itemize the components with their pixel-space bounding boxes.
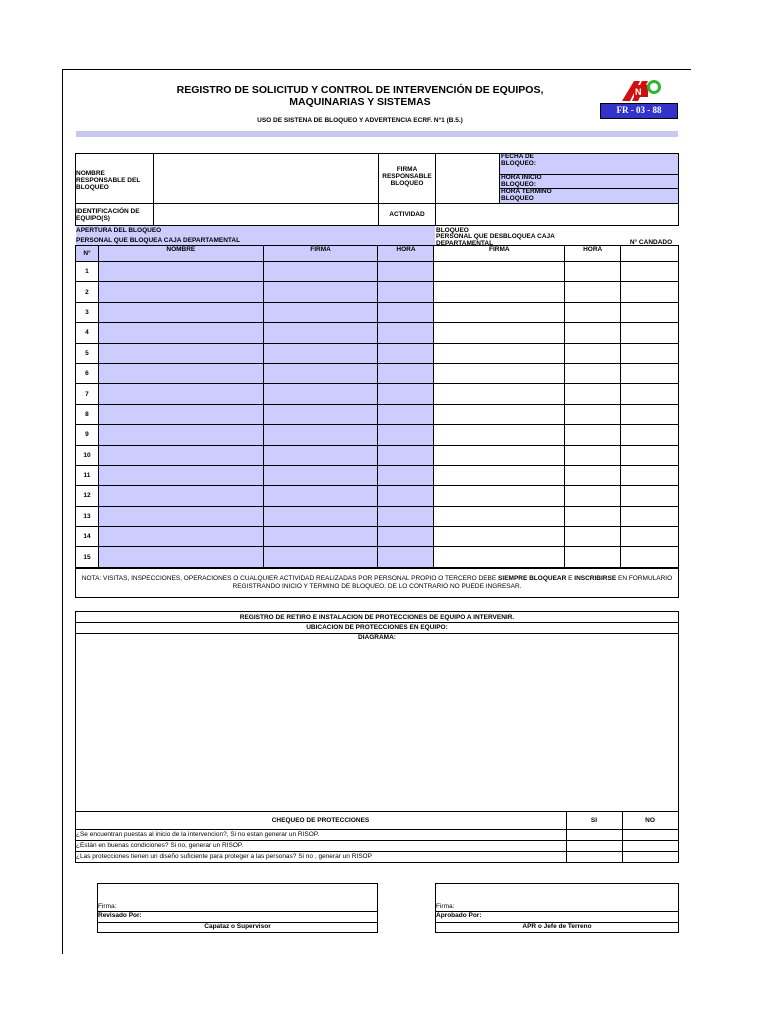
row-candado-cell[interactable] bbox=[621, 527, 679, 547]
header-firma-2: FIRMA bbox=[434, 246, 565, 262]
row-firma-cell[interactable] bbox=[263, 282, 378, 302]
row-hora-cell[interactable] bbox=[378, 486, 434, 506]
chequeo-no-cell-1[interactable] bbox=[623, 830, 678, 840]
row-candado-cell[interactable] bbox=[621, 404, 679, 424]
hora-termino-label: HORA TERMINO BLOQUEO bbox=[501, 188, 552, 202]
row-hora2-cell[interactable] bbox=[565, 404, 621, 424]
chequeo-no-header: NO bbox=[645, 817, 655, 824]
chequeo-si-cell-3[interactable] bbox=[567, 852, 622, 862]
row-candado-cell[interactable] bbox=[621, 465, 679, 485]
row-firma2-cell[interactable] bbox=[434, 343, 565, 363]
row-nombre-cell[interactable] bbox=[98, 302, 263, 322]
row-number: 5 bbox=[76, 343, 99, 363]
row-firma-cell[interactable] bbox=[263, 445, 378, 465]
chequeo-no-cell-3[interactable] bbox=[623, 852, 678, 862]
row-hora-cell[interactable] bbox=[378, 547, 434, 567]
row-nombre-cell[interactable] bbox=[98, 465, 263, 485]
row-number: 13 bbox=[76, 506, 99, 526]
row-firma2-cell[interactable] bbox=[434, 465, 565, 485]
row-number: 15 bbox=[76, 547, 99, 567]
row-number: 3 bbox=[76, 302, 99, 322]
header-n: N° bbox=[76, 246, 99, 262]
row-hora2-cell[interactable] bbox=[565, 262, 621, 282]
row-firma-cell[interactable] bbox=[263, 404, 378, 424]
frame-left-border bbox=[62, 69, 63, 954]
row-nombre-cell[interactable] bbox=[98, 547, 263, 567]
signature-left-firma: Firma: bbox=[98, 903, 117, 910]
row-hora2-cell[interactable] bbox=[565, 343, 621, 363]
signature-right-role-label: Aprobado Por: bbox=[436, 912, 482, 919]
firma-responsable-label: FIRMA RESPONSABLE BLOQUEO bbox=[382, 166, 432, 187]
nombre-responsable-label: NOMBRE RESPONSABLE DEL BLOQUEO bbox=[76, 170, 141, 191]
table-row bbox=[76, 486, 679, 506]
table-row bbox=[76, 262, 679, 282]
company-logo-icon bbox=[620, 77, 664, 103]
row-hora2-cell[interactable] bbox=[565, 486, 621, 506]
header-firma: FIRMA bbox=[263, 246, 378, 262]
row-candado-cell[interactable] bbox=[621, 384, 679, 404]
row-firma2-cell[interactable] bbox=[434, 282, 565, 302]
chequeo-si-cell-2[interactable] bbox=[567, 841, 622, 851]
row-firma-cell[interactable] bbox=[263, 506, 378, 526]
table-row bbox=[76, 343, 679, 363]
chequeo-no-cell-2[interactable] bbox=[623, 841, 678, 851]
row-firma2-cell[interactable] bbox=[434, 486, 565, 506]
table-row bbox=[76, 527, 679, 547]
row-nombre-cell[interactable] bbox=[98, 506, 263, 526]
row-hora-cell[interactable] bbox=[378, 527, 434, 547]
row-firma-cell[interactable] bbox=[263, 363, 378, 383]
signature-right-role: APR o Jefe de Terreno bbox=[522, 923, 592, 930]
table-row bbox=[76, 445, 679, 465]
row-firma2-cell[interactable] bbox=[434, 323, 565, 343]
row-hora2-cell[interactable] bbox=[565, 425, 621, 445]
signature-left-role-label: Revisado Por: bbox=[98, 912, 142, 919]
row-firma-cell[interactable] bbox=[263, 323, 378, 343]
row-hora-cell[interactable] bbox=[378, 262, 434, 282]
table-row bbox=[76, 404, 679, 424]
row-hora-cell[interactable] bbox=[378, 323, 434, 343]
diagrama-label: DIAGRAMA: bbox=[358, 634, 396, 641]
document-subtitle: USO DE SISTENA DE BLOQUEO Y ADVERTENCIA ECRF. N°1 (B.5.) bbox=[257, 117, 463, 124]
row-nombre-cell[interactable] bbox=[98, 262, 263, 282]
row-hora-cell[interactable] bbox=[378, 282, 434, 302]
table-row bbox=[76, 506, 679, 526]
row-candado-cell[interactable] bbox=[621, 445, 679, 465]
chequeo-si-header: SI bbox=[590, 817, 598, 824]
chequeo-question-2: ¿Están en buenas condiciones? Si no, generar un RISOP. bbox=[76, 842, 244, 849]
row-firma2-cell[interactable] bbox=[434, 302, 565, 322]
row-hora-cell[interactable] bbox=[378, 363, 434, 383]
registro-title: REGISTRO DE RETIRO E INSTALACION DE PROTECCIONES DE EQUIPO A INTERVENIR. bbox=[239, 614, 515, 621]
actividad-label: ACTIVIDAD bbox=[389, 211, 425, 218]
row-firma-cell[interactable] bbox=[263, 486, 378, 506]
ubicacion-label: UBICACION DE PROTECCIONES EN EQUIPO: bbox=[306, 624, 448, 631]
row-number: 14 bbox=[76, 527, 99, 547]
personnel-table bbox=[75, 245, 679, 568]
row-firma-cell[interactable] bbox=[263, 465, 378, 485]
row-candado-cell[interactable] bbox=[621, 302, 679, 322]
row-hora-cell[interactable] bbox=[378, 445, 434, 465]
row-hora2-cell[interactable] bbox=[565, 363, 621, 383]
row-nombre-cell[interactable] bbox=[98, 425, 263, 445]
apertura-label: APERTURA DEL BLOQUEO bbox=[76, 227, 162, 234]
row-candado-cell[interactable] bbox=[621, 262, 679, 282]
hora-inicio-label: HORA INICIO BLOQUEO: bbox=[501, 174, 542, 188]
row-hora-cell[interactable] bbox=[378, 425, 434, 445]
row-firma2-cell[interactable] bbox=[434, 404, 565, 424]
row-firma-cell[interactable] bbox=[263, 343, 378, 363]
nota-text: NOTA: VISITAS, INSPECCIONES, OPERACIONES O CUALQUIER ACTIVIDAD REALIZADAS POR PERSONAL PROPIO O TERCERO DEBE SIEMPRE BLOQUEAR E INSCRIBIRSE EN FORMULARIO REGISTRANDO INICIO Y TERMINO DE BLOQUEO. DE LO CONTRARIO NO PUEDE INGRESAR. bbox=[81, 575, 673, 590]
table-row bbox=[76, 323, 679, 343]
row-candado-cell[interactable] bbox=[621, 425, 679, 445]
row-number: 10 bbox=[76, 445, 99, 465]
document-title: REGISTRO DE SOLICITUD Y CONTROL DE INTERVENCIÓN DE EQUIPOS, MAQUINARIAS Y SISTEMAS bbox=[176, 84, 544, 108]
table-row bbox=[76, 363, 679, 383]
row-firma-cell[interactable] bbox=[263, 547, 378, 567]
row-number: 9 bbox=[76, 425, 99, 445]
chequeo-question-3: ¿Las protecciones tienen un diseño suficiente para proteger a las personas? Si no , generar un RISOP bbox=[76, 853, 372, 860]
row-hora2-cell[interactable] bbox=[565, 547, 621, 567]
row-nombre-cell[interactable] bbox=[98, 486, 263, 506]
row-candado-cell[interactable] bbox=[621, 282, 679, 302]
row-number: 6 bbox=[76, 363, 99, 383]
bloqueo-right-label: BLOQUEO bbox=[436, 227, 469, 234]
row-firma-cell[interactable] bbox=[263, 527, 378, 547]
row-number: 11 bbox=[76, 465, 99, 485]
row-hora-cell[interactable] bbox=[378, 404, 434, 424]
svg-text:N: N bbox=[635, 87, 642, 97]
row-firma2-cell[interactable] bbox=[434, 425, 565, 445]
row-hora2-cell[interactable] bbox=[565, 506, 621, 526]
row-hora-cell[interactable] bbox=[378, 302, 434, 322]
fecha-bloqueo-label: FECHA DE BLOQUEO: bbox=[501, 153, 537, 167]
row-firma-cell[interactable] bbox=[263, 425, 378, 445]
frame-top-border bbox=[62, 69, 691, 70]
row-hora2-cell[interactable] bbox=[565, 384, 621, 404]
signature-right-firma: Firma: bbox=[436, 903, 455, 910]
chequeo-question-1: ¿Se encuentran puestas al inicio de la intervencion?, Si no estan generar un RISOP. bbox=[76, 831, 320, 838]
row-nombre-cell[interactable] bbox=[98, 404, 263, 424]
row-nombre-cell[interactable] bbox=[98, 445, 263, 465]
row-number: 12 bbox=[76, 486, 99, 506]
row-number: 4 bbox=[76, 323, 99, 343]
header-candado-cell bbox=[621, 246, 679, 262]
row-firma2-cell[interactable] bbox=[434, 384, 565, 404]
row-hora2-cell[interactable] bbox=[565, 323, 621, 343]
header-divider-bar bbox=[76, 131, 678, 137]
candado-label: N° CANDADO bbox=[629, 239, 673, 246]
row-candado-cell[interactable] bbox=[621, 506, 679, 526]
row-hora2-cell[interactable] bbox=[565, 282, 621, 302]
row-hora2-cell[interactable] bbox=[565, 527, 621, 547]
row-nombre-cell[interactable] bbox=[98, 384, 263, 404]
table-row bbox=[76, 302, 679, 322]
row-hora-cell[interactable] bbox=[378, 465, 434, 485]
personal-label: PERSONAL QUE BLOQUEA CAJA DEPARTAMENTAL bbox=[76, 237, 241, 244]
table-row bbox=[76, 465, 679, 485]
row-candado-cell[interactable] bbox=[621, 323, 679, 343]
form-code-badge: FR - 03 - 88 bbox=[600, 103, 678, 119]
row-number: 8 bbox=[76, 404, 99, 424]
row-nombre-cell[interactable] bbox=[98, 343, 263, 363]
row-number: 7 bbox=[76, 384, 99, 404]
row-firma2-cell[interactable] bbox=[434, 527, 565, 547]
signature-left-role: Capataz o Supervisor bbox=[204, 923, 271, 930]
row-hora-cell[interactable] bbox=[378, 384, 434, 404]
row-candado-cell[interactable] bbox=[621, 363, 679, 383]
row-candado-cell[interactable] bbox=[621, 547, 679, 567]
header-nombre: NOMBRE bbox=[98, 246, 263, 262]
row-firma2-cell[interactable] bbox=[434, 547, 565, 567]
diagram-area[interactable] bbox=[76, 642, 678, 810]
row-firma-cell[interactable] bbox=[263, 384, 378, 404]
row-firma2-cell[interactable] bbox=[434, 445, 565, 465]
row-hora2-cell[interactable] bbox=[565, 465, 621, 485]
table-row bbox=[76, 282, 679, 302]
table-row bbox=[76, 425, 679, 445]
identificacion-label: IDENTIFICACIÓN DE EQUIPO(S) bbox=[76, 208, 140, 222]
row-hora2-cell[interactable] bbox=[565, 445, 621, 465]
row-hora-cell[interactable] bbox=[378, 506, 434, 526]
row-firma2-cell[interactable] bbox=[434, 506, 565, 526]
row-nombre-cell[interactable] bbox=[98, 527, 263, 547]
row-firma-cell[interactable] bbox=[263, 302, 378, 322]
table-row bbox=[76, 384, 679, 404]
chequeo-title: CHEQUEO DE PROTECCIONES bbox=[271, 817, 370, 824]
row-hora-cell[interactable] bbox=[378, 343, 434, 363]
row-nombre-cell[interactable] bbox=[98, 282, 263, 302]
row-candado-cell[interactable] bbox=[621, 343, 679, 363]
table-row bbox=[76, 547, 679, 567]
chequeo-si-cell-1[interactable] bbox=[567, 830, 622, 840]
row-hora2-cell[interactable] bbox=[565, 302, 621, 322]
row-candado-cell[interactable] bbox=[621, 486, 679, 506]
row-number: 2 bbox=[76, 282, 99, 302]
header-hora-2: HORA bbox=[565, 246, 621, 262]
row-nombre-cell[interactable] bbox=[98, 363, 263, 383]
row-firma2-cell[interactable] bbox=[434, 363, 565, 383]
row-firma2-cell[interactable] bbox=[434, 262, 565, 282]
row-nombre-cell[interactable] bbox=[98, 323, 263, 343]
row-number: 1 bbox=[76, 262, 99, 282]
header-hora: HORA bbox=[378, 246, 434, 262]
desbloqueo-right-label: PERSONAL QUE DESBLOQUEA CAJA DEPARTAMENTAL bbox=[436, 233, 555, 247]
row-firma-cell[interactable] bbox=[263, 262, 378, 282]
